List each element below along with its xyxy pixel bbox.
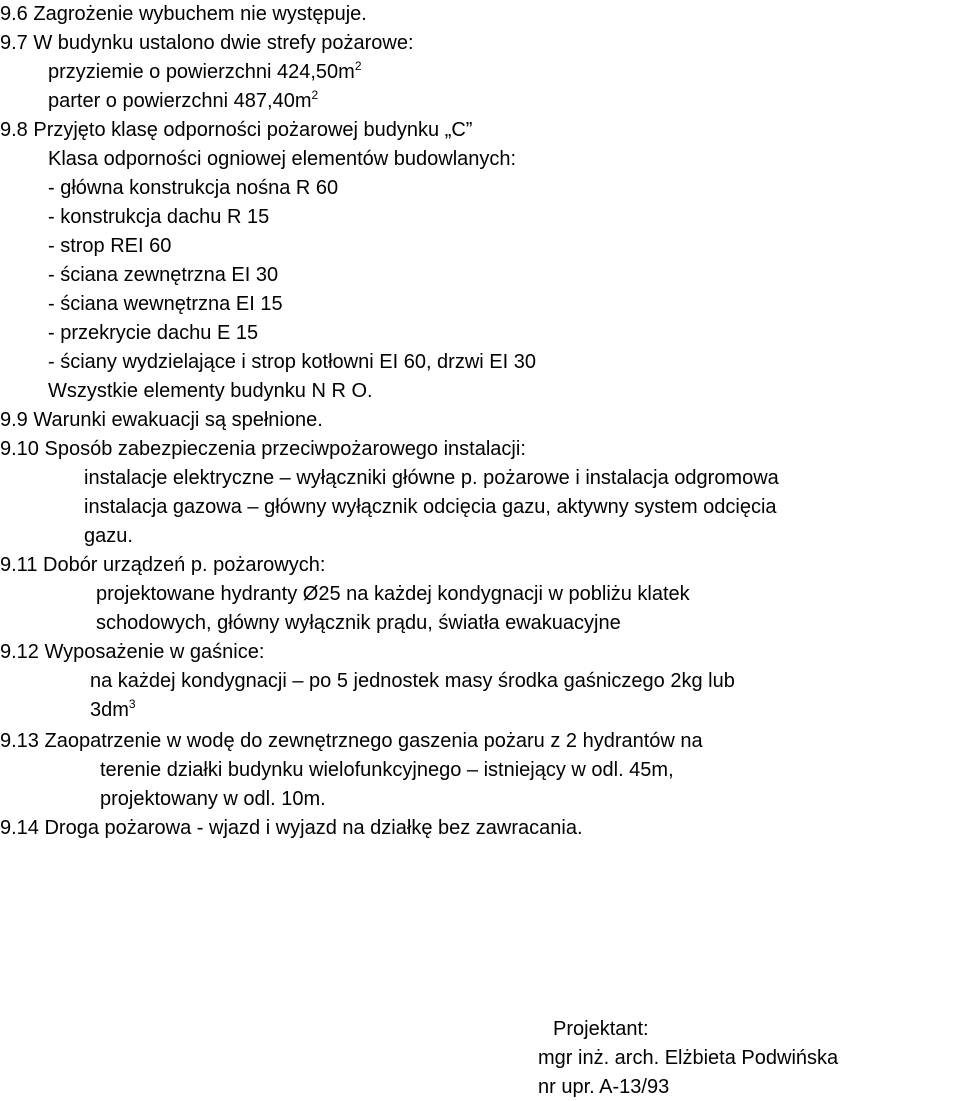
section-9-10-line: instalacja gazowa – główny wyłącznik odcięcia gazu, aktywny system odcięcia (84, 496, 777, 518)
element-item: - ściana wewnętrzna EI 15 (48, 293, 283, 315)
zone-ground-floor-text: przyziemie o powierzchni 424,50m (48, 61, 355, 83)
section-9-11-line: schodowych, główny wyłącznik prądu, światła ewakuacyjne (96, 612, 621, 634)
section-9-12-line: na każdej kondygnacji – po 5 jednostek masy środka gaśniczego 2kg lub (90, 670, 735, 692)
section-9-11-line: projektowane hydranty Ø25 na każdej kondygnacji w pobliżu klatek (96, 583, 690, 605)
element-item: - główna konstrukcja nośna R 60 (48, 177, 339, 199)
signature-name: mgr inż. arch. Elżbieta Podwińska (538, 1047, 839, 1069)
section-9-10-line: instalacje elektryczne – wyłączniki główne p. pożarowe i instalacja odgromowa (84, 467, 779, 489)
section-9-12: 9.12 Wyposażenie w gaśnice: (0, 641, 265, 663)
section-9-12-line (90, 698, 136, 724)
section-9-10: 9.10 Sposób zabezpieczenia przeciwpożarowego instalacji: (0, 438, 526, 460)
section-9-6: 9.6 Zagrożenie wybuchem nie występuje. (0, 3, 367, 25)
section-9-13-line: projektowany w odl. 10m. (100, 788, 326, 810)
superscript: 2 (311, 88, 319, 102)
section-9-8: 9.8 Przyjęto klasę odporności pożarowej budynku „C” (0, 119, 473, 141)
zone-first-floor-text: parter o powierzchni 487,40m (48, 90, 312, 112)
zone-first-floor (48, 89, 318, 115)
superscript: 3 (128, 697, 136, 711)
element-item: - strop REI 60 (48, 235, 172, 257)
section-9-13-line: terenie działki budynku wielofunkcyjnego – istniejący w odl. 45m, (100, 759, 674, 781)
section-9-7: 9.7 W budynku ustalono dwie strefy pożarowe: (0, 32, 414, 54)
element-item: - konstrukcja dachu R 15 (48, 206, 270, 228)
signature-registration: nr upr. A-13/93 (538, 1076, 670, 1098)
section-9-9: 9.9 Warunki ewakuacji są spełnione. (0, 409, 323, 431)
element-item: - ściany wydzielające i strop kotłowni EI 60, drzwi EI 30 (48, 351, 536, 373)
section-9-14: 9.14 Droga pożarowa - wjazd i wyjazd na działkę bez zawracania. (0, 817, 583, 839)
all-elements-note: Wszystkie elementy budynku N R O. (48, 380, 373, 402)
zone-ground-floor (48, 60, 362, 86)
element-item: - przekrycie dachu E 15 (48, 322, 259, 344)
superscript: 2 (354, 59, 362, 73)
volume-text: 3dm (90, 699, 129, 721)
section-9-13: 9.13 Zaopatrzenie w wodę do zewnętrznego gaszenia pożaru z 2 hydrantów na (0, 730, 703, 752)
fire-resistance-class-heading: Klasa odporności ogniowej elementów budowlanych: (48, 148, 517, 170)
signature-title: Projektant: (553, 1018, 649, 1040)
section-9-10-line: gazu. (84, 525, 133, 547)
element-item: - ściana zewnętrzna EI 30 (48, 264, 279, 286)
section-9-11: 9.11 Dobór urządzeń p. pożarowych: (0, 554, 326, 576)
